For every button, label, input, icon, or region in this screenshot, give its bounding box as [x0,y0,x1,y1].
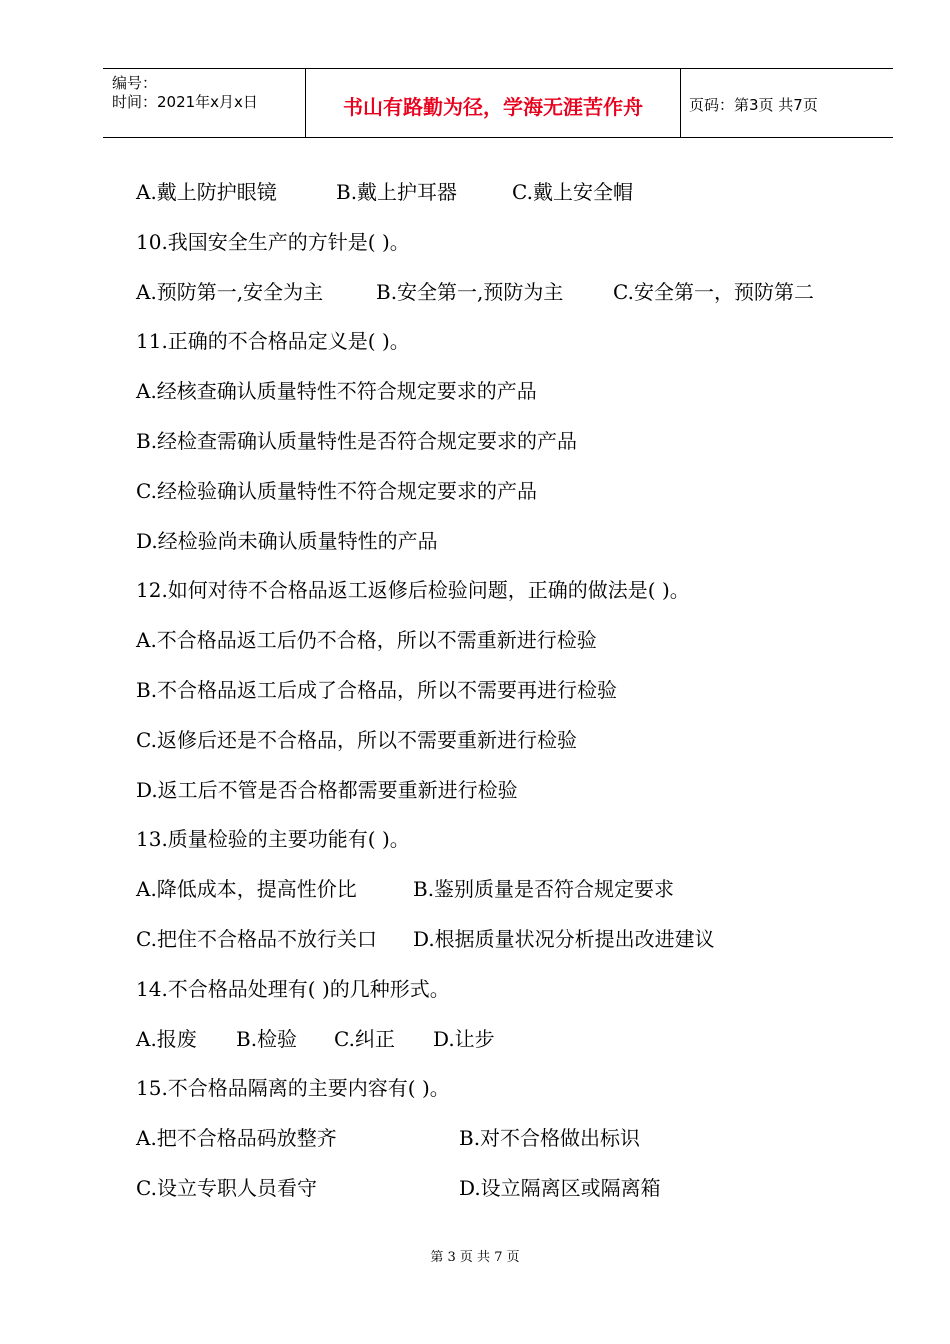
question-content [136,176,876,1222]
header-motto-cell [305,69,681,137]
option-a: A.把不合格品码放整齐 [136,1126,337,1151]
question-text: 12.如何对待不合格品返工返修后检验问题，正确的做法是( )。 [136,578,690,603]
option-b: B.检验 [236,1026,298,1051]
option-line [136,375,876,425]
option-line [136,674,876,724]
header-page-info: 页码：第3页 共7页 [689,96,818,114]
question-text: 15.不合格品隔离的主要内容有( )。 [136,1076,450,1101]
options-line-q15 [136,1122,876,1172]
page-header [103,68,893,138]
options-line-q9 [136,176,876,226]
option-b: B.鉴别质量是否符合规定要求 [413,877,675,902]
option-c: C.把住不合格品不放行关口 [136,926,377,951]
option-a: A.经核查确认质量特性不符合规定要求的产品 [136,379,537,404]
question-15 [136,1072,876,1122]
header-page-cell [680,69,893,137]
options-line-q10 [136,276,876,326]
option-c: C.纠正 [334,1026,395,1051]
option-d: D.设立隔离区或隔离箱 [459,1175,661,1200]
option-line [136,525,876,575]
option-c: C.戴上安全帽 [512,180,633,204]
option-b: B.经检查需确认质量特性是否符合规定要求的产品 [136,428,578,453]
question-11 [136,325,876,375]
option-a: A.报废 [136,1026,197,1051]
option-a: A.戴上防护眼镜 [136,180,277,204]
footer-page-number: 第 3 页 共 7 页 [430,1250,520,1265]
option-b: B.安全第一,预防为主 [376,279,564,304]
option-c: C.设立专职人员看守 [136,1175,317,1200]
option-a: A.不合格品返工后仍不合格，所以不需重新进行检验 [136,628,597,653]
page-footer [0,1246,950,1265]
options-line-q14 [136,1023,876,1073]
option-d: D.返工后不管是否合格都需要重新进行检验 [136,777,518,802]
question-13 [136,823,876,873]
option-d: D.经检验尚未确认质量特性的产品 [136,528,438,553]
option-a: A.预防第一,安全为主 [136,279,324,304]
option-line [136,425,876,475]
option-b: B.戴上护耳器 [336,180,458,204]
question-10 [136,226,876,276]
header-meta-cell [103,69,305,137]
option-b: B.不合格品返工后成了合格品，所以不需要再进行检验 [136,677,618,702]
option-c: C.返修后还是不合格品，所以不需要重新进行检验 [136,727,577,752]
option-d: D.根据质量状况分析提出改进建议 [413,926,715,951]
header-motto: 书山有路勤为径，学海无涯苦作舟 [343,95,643,119]
option-a: A.降低成本，提高性价比 [136,877,357,902]
question-text: 14.不合格品处理有( )的几种形式。 [136,976,450,1001]
question-text: 11.正确的不合格品定义是( )。 [136,329,410,354]
document-time-label: 时间：2021年x月x日 [112,93,258,111]
option-line [136,774,876,824]
question-12 [136,574,876,624]
option-d: D.让步 [433,1026,495,1051]
option-line [136,475,876,525]
option-b: B.对不合格做出标识 [459,1126,641,1151]
question-text: 10.我国安全生产的方针是( )。 [136,229,410,254]
options-line-q13 [136,923,876,973]
option-c: C.安全第一，预防第二 [613,279,814,304]
question-14 [136,973,876,1023]
document-code-label: 编号： [112,74,158,92]
options-line-q13 [136,873,876,923]
option-line [136,624,876,674]
options-line-q15 [136,1172,876,1222]
option-line [136,724,876,774]
option-c: C.经检验确认质量特性不符合规定要求的产品 [136,478,537,503]
question-text: 13.质量检验的主要功能有( )。 [136,827,410,852]
